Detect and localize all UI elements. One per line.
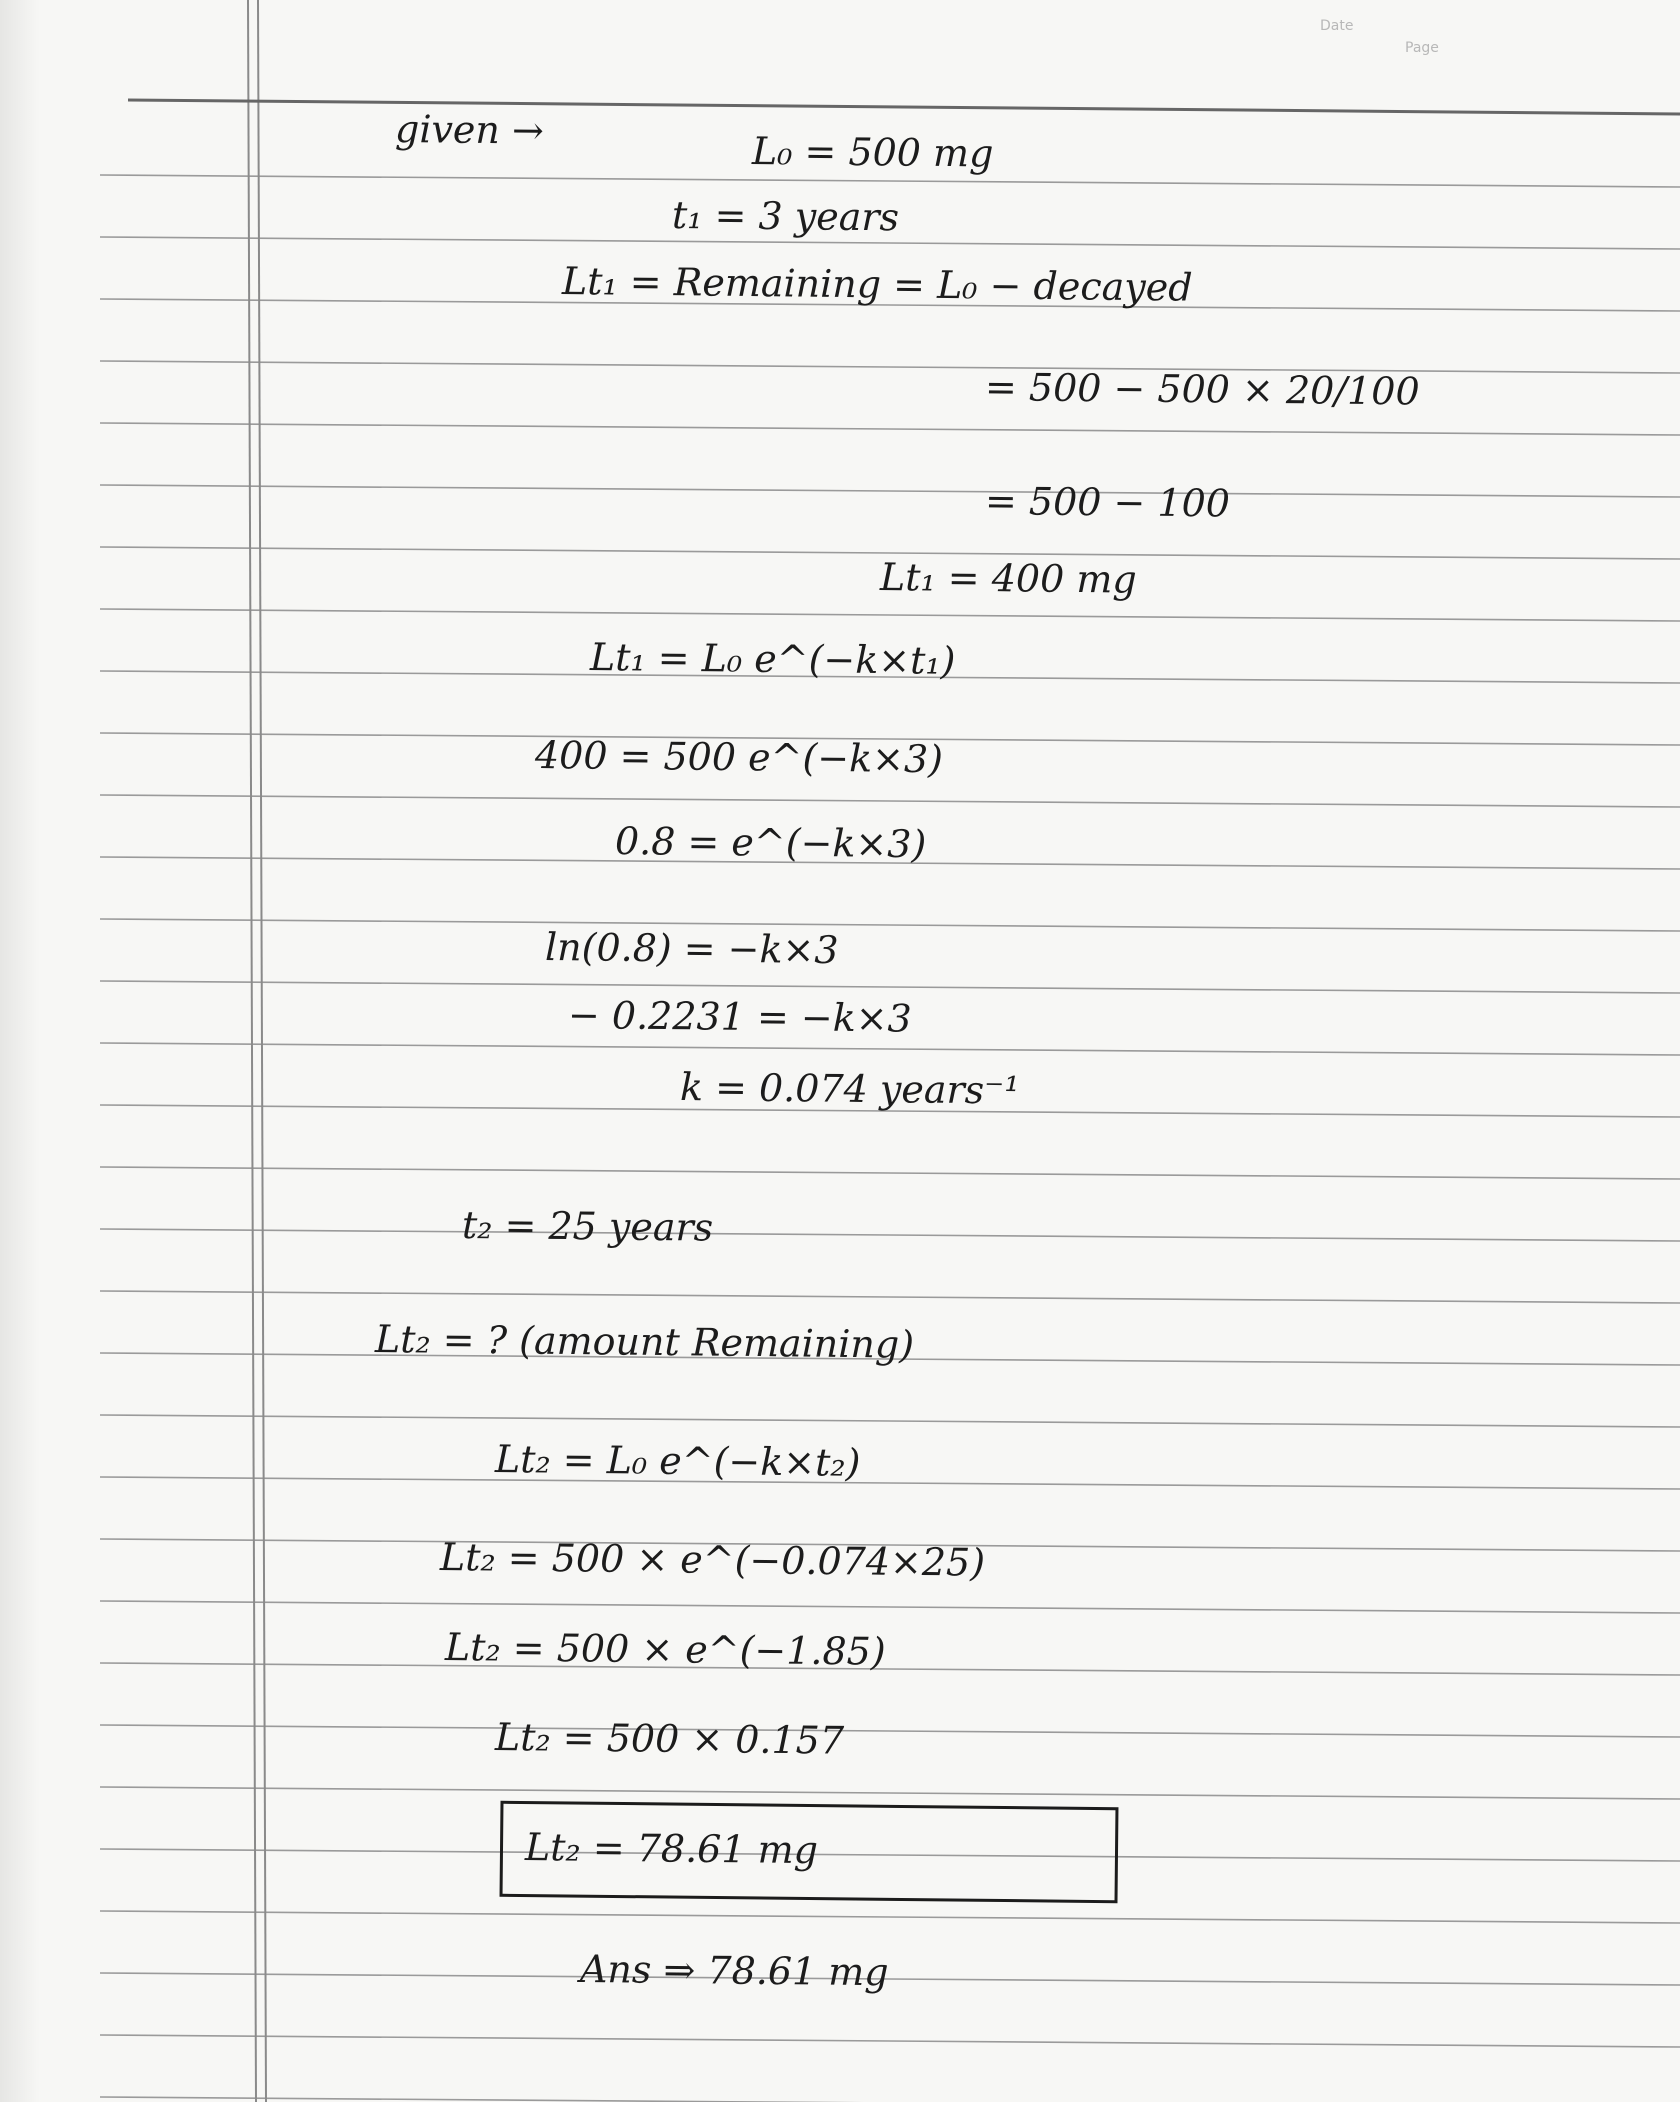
l0-value: L₀ = 500 mg bbox=[751, 129, 994, 176]
ln-step: ln(0.8) = −k×3 bbox=[544, 925, 839, 973]
decay-step-1: = 500 − 500 × 20/100 bbox=[984, 365, 1420, 414]
ruled-line bbox=[100, 175, 1680, 187]
ruled-line bbox=[100, 1787, 1680, 1799]
t1-value: t₁ = 3 years bbox=[671, 193, 900, 240]
ruled-line bbox=[100, 2035, 1680, 2047]
date-field: Date bbox=[1320, 18, 1354, 34]
ruled-line bbox=[100, 981, 1680, 993]
decay-step-2: = 500 − 100 bbox=[984, 479, 1231, 526]
ruled-line bbox=[100, 1973, 1680, 1985]
ruled-line bbox=[100, 1291, 1680, 1303]
ruled-line bbox=[100, 1229, 1680, 1241]
ruled-line bbox=[100, 361, 1680, 373]
decay-formula: Lt₁ = L₀ e^(−k×t₁) bbox=[589, 635, 956, 683]
ruled-line bbox=[100, 609, 1680, 621]
ruled-line bbox=[100, 2097, 1680, 2102]
decay-formula-2: Lt₂ = L₀ e^(−k×t₂) bbox=[494, 1437, 861, 1485]
ruled-line bbox=[100, 1167, 1680, 1179]
ruled-line bbox=[100, 1415, 1680, 1427]
ln-value-step: − 0.2231 = −k×3 bbox=[567, 993, 912, 1041]
ruled-line bbox=[100, 1477, 1680, 1489]
ruled-line bbox=[100, 423, 1680, 435]
substitution-1: 400 = 500 e^(−k×3) bbox=[534, 733, 944, 782]
substitution-4: Lt₂ = 500 × 0.157 bbox=[494, 1715, 845, 1763]
ratio-step: 0.8 = e^(−k×3) bbox=[614, 819, 927, 867]
page-field: Page bbox=[1405, 40, 1439, 56]
answer-box bbox=[500, 1801, 1119, 1903]
ruled-line bbox=[100, 1043, 1680, 1055]
ruled-line bbox=[100, 485, 1680, 497]
ruled-line bbox=[100, 1911, 1680, 1923]
lt2-question: Lt₂ = ? (amount Remaining) bbox=[374, 1317, 915, 1367]
t2-value: t₂ = 25 years bbox=[461, 1203, 714, 1250]
boxed-answer: Lt₂ = 78.61 mg bbox=[524, 1825, 819, 1873]
lt1-definition: Lt₁ = Remaining = L₀ − decayed bbox=[561, 259, 1193, 310]
ruled-line bbox=[100, 919, 1680, 931]
given-label: given → bbox=[394, 107, 545, 153]
substitution-2: Lt₂ = 500 × e^(−0.074×25) bbox=[439, 1535, 986, 1585]
ruled-line bbox=[100, 1601, 1680, 1613]
ruled-line bbox=[100, 795, 1680, 807]
ruled-line bbox=[100, 1663, 1680, 1675]
k-result: k = 0.074 years⁻¹ bbox=[679, 1065, 1020, 1113]
final-answer: Ans ⇒ 78.61 mg bbox=[579, 1947, 889, 1995]
lt1-result: Lt₁ = 400 mg bbox=[879, 555, 1137, 602]
ruled-line bbox=[100, 1725, 1680, 1737]
substitution-3: Lt₂ = 500 × e^(−1.85) bbox=[444, 1625, 886, 1674]
